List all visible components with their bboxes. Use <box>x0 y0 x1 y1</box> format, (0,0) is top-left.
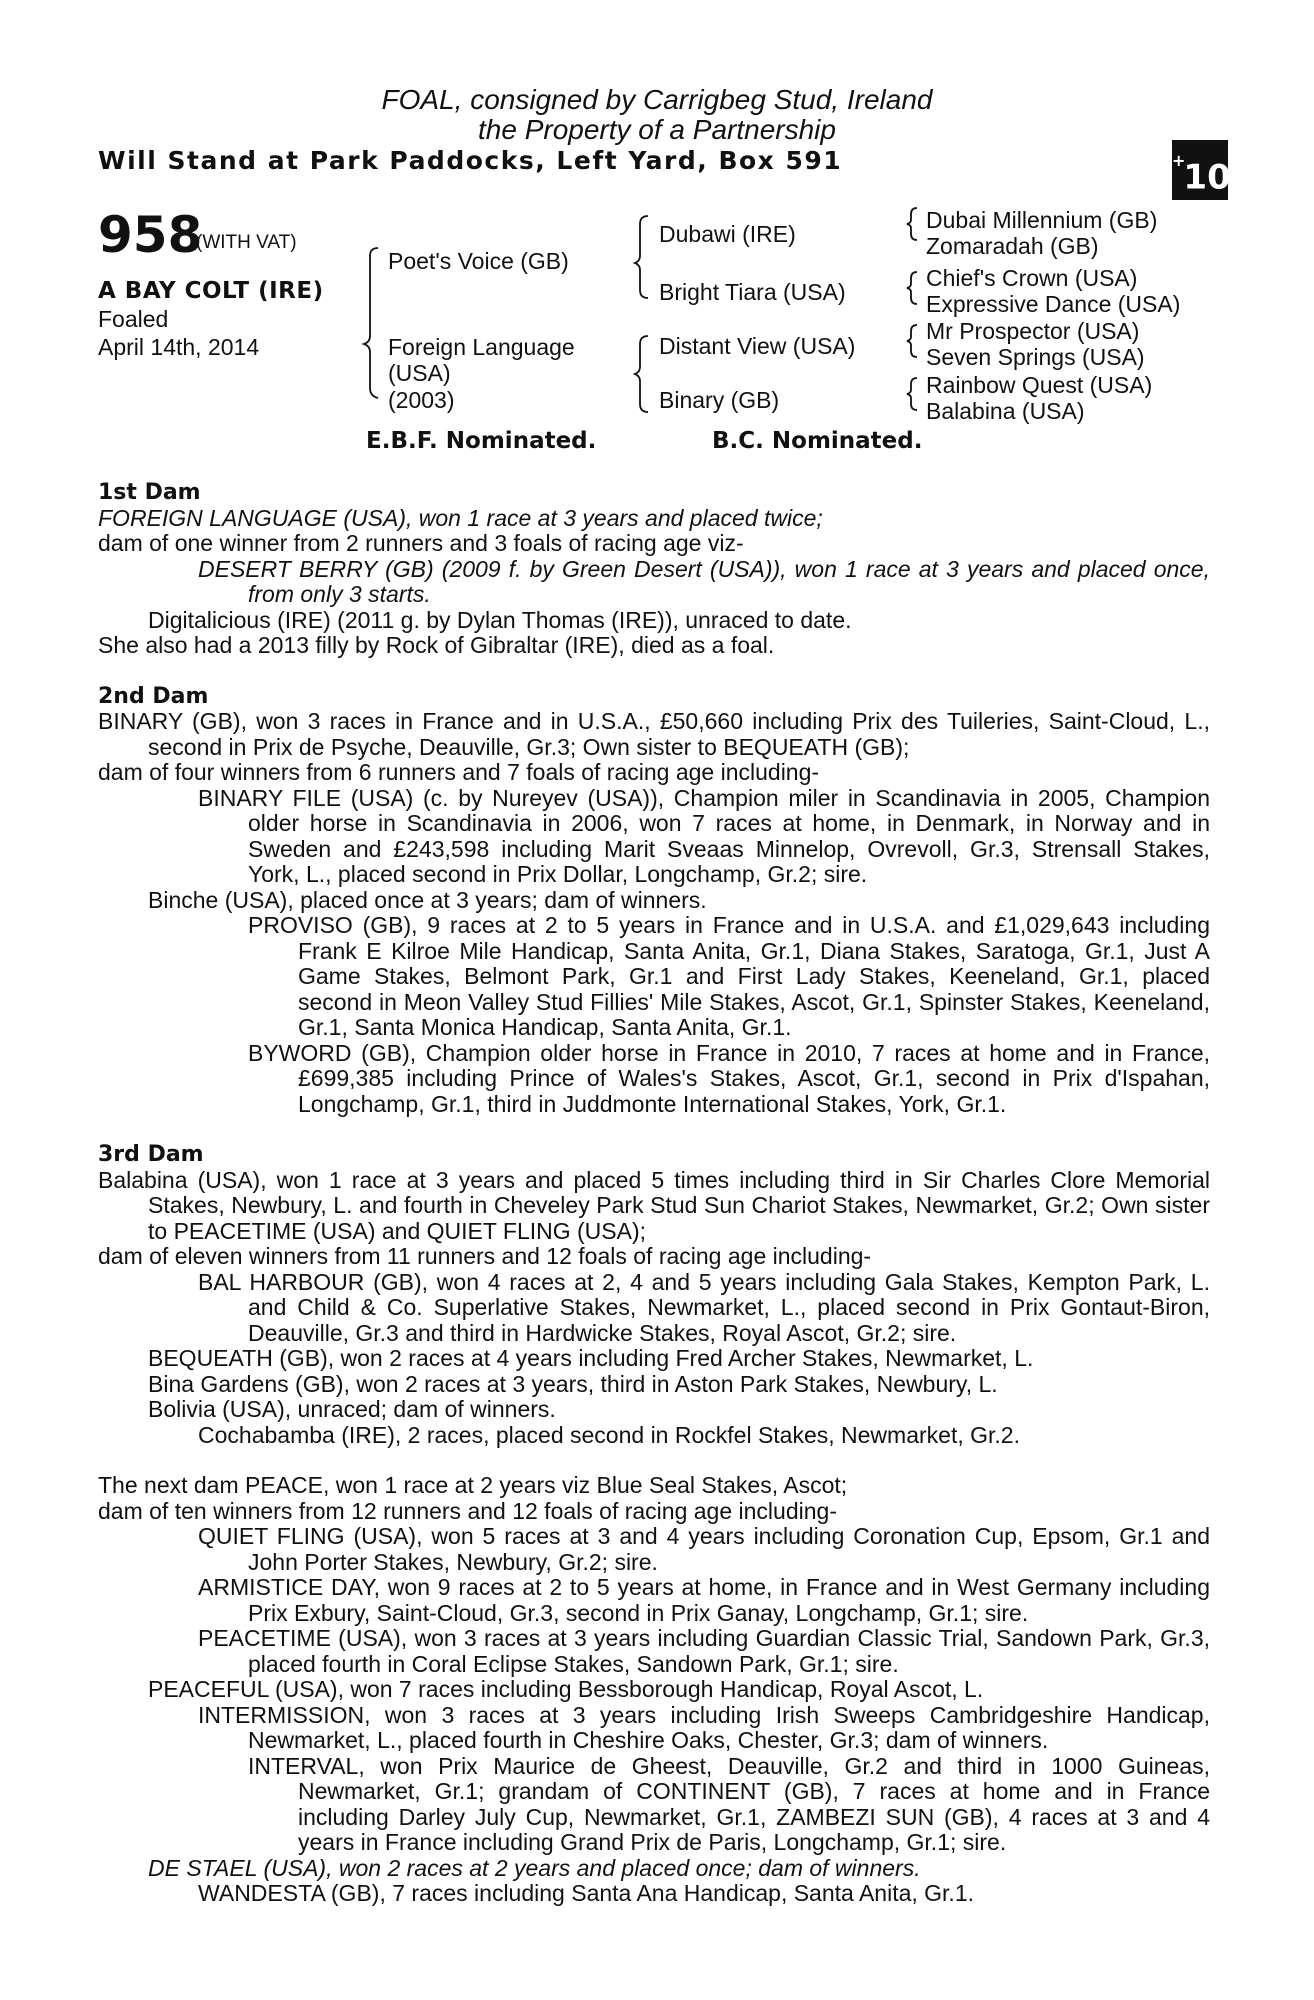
ped-dam-2: (USA) <box>388 360 451 386</box>
brace-sd <box>907 272 917 304</box>
third-dam-line: BAL HARBOUR (GB), won 4 races at 2, 4 and 5 years including Gala Stakes, Kempton Park, L. and Child & Co. Superlative Stakes, Newmarket, L., placed second in Prix Gontaut-Biron, Deauville, Gr.3 and third in Hardwicke Stakes, Royal Ascot, Gr.2; sire. <box>198 1268 1210 1346</box>
ebf-nomination: E.B.F. Nominated. <box>366 428 597 454</box>
brace-ds <box>907 325 917 357</box>
third-dam-line: Bina Gardens (GB), won 2 races at 3 years, third in Aston Park Stakes, Newbury, L. <box>148 1370 998 1397</box>
second-dam-line: BYWORD (GB), Champion older horse in France in 2010, 7 races at home and in France, £699,385 including Prince of Wales's Stakes, Ascot, Gr.1, second in Prix d'Ispahan, Longchamp, Gr.1, third in Juddmonte International Stakes, York, Gr.1. <box>248 1039 1210 1117</box>
second-dam-heading: 2nd Dam <box>98 683 209 709</box>
vat-note: (WITH VAT) <box>196 232 297 253</box>
ped-sire-sire: Dubawi (IRE) <box>659 221 796 247</box>
bc-nomination: B.C. Nominated. <box>712 428 923 454</box>
foaled-label: Foaled <box>98 306 169 332</box>
stand-location: Will Stand at Park Paddocks, Left Yard, Box 591 <box>98 146 843 175</box>
ped-sdd: Expressive Dance (USA) <box>926 291 1181 317</box>
third-dam-line: Balabina (USA), won 1 race at 3 years and placed 5 times including third in Sir Charles Clore Memorial Stakes, Newbury, L. and fourth in Cheveley Park Stud Sun Chariot Stakes, Newmarket, Gr.2; Own sister to PEACETIME (USA) and QUIET FLING (USA); <box>98 1166 1210 1244</box>
first-dam-line: DESERT BERRY (GB) (2009 f. by Green Desert (USA)), won 1 race at 3 years and placed once, from only 3 starts. <box>198 555 1210 607</box>
ped-dsd: Seven Springs (USA) <box>926 344 1145 370</box>
ped-ssd: Zomaradah (GB) <box>926 233 1099 259</box>
next-dam-line: INTERVAL, won Prix Maurice de Gheest, Deauville, Gr.2 and third in 1000 Guineas, Newmarket, Gr.1; grandam of CONTINENT (GB), 7 races at home and in France including Darley July Cup, Newmarket, Gr.1, ZAMBEZI SUN (GB), 4 races at 3 and 4 years in France including Grand Prix de Paris, Longchamp, Gr.1; sire. <box>248 1752 1210 1855</box>
first-dam-heading: 1st Dam <box>98 480 201 505</box>
second-dam-line: dam of four winners from 6 runners and 7 foals of racing age including- <box>98 759 820 785</box>
ped-sire-dam: Bright Tiara (USA) <box>659 279 846 305</box>
brace-dam <box>635 336 648 412</box>
badge-number: 10 <box>1183 157 1231 198</box>
third-dam-line: Bolivia (USA), unraced; dam of winners. <box>148 1396 556 1422</box>
next-dam-line: QUIET FLING (USA), won 5 races at 3 and 4 years including Coronation Cup, Epsom, Gr.1 and John Porter Stakes, Newbury, Gr.2; sire. <box>198 1523 1210 1575</box>
first-dam-line: dam of one winner from 2 runners and 3 foals of racing age viz- <box>98 530 744 556</box>
next-dam-line: The next dam PEACE, won 1 race at 2 years viz Blue Seal Stakes, Ascot; <box>98 1472 848 1498</box>
second-dam-line: BINARY FILE (USA) (c. by Nureyev (USA)), Champion miler in Scandinavia in 2005, Champion older horse in Scandinavia in 2006, won 7 races at home, in Denmark, in Norway and in Sweden and £243,598 including Marit Sveaas Minnelop, Ovrevoll, Gr.3, Strensall Stakes, York, L., placed second in Prix Dollar, Longchamp, Gr.2; sire. <box>198 784 1210 887</box>
second-dam-line: BINARY (GB), won 3 races in France and in U.S.A., £50,660 including Prix des Tuileries, Saint-Cloud, L., second in Prix de Psyche, Deauville, Gr.3; Own sister to BEQUEATH (GB); <box>98 708 1210 760</box>
brace-sire <box>635 216 648 298</box>
lot-number: 958 <box>98 206 203 264</box>
next-dam-line: INTERMISSION, won 3 races at 3 years including Irish Sweeps Cambridgeshire Handicap, Newmarket, L., placed fourth in Cheshire Oaks, Chester, Gr.3; dam of winners. <box>198 1701 1210 1753</box>
foaled-date: April 14th, 2014 <box>98 334 260 360</box>
lot-title: A BAY COLT (IRE) <box>98 278 324 304</box>
ped-dds: Rainbow Quest (USA) <box>926 372 1153 398</box>
ped-dam-1: Foreign Language <box>388 334 575 360</box>
ped-ddd: Balabina (USA) <box>926 398 1085 424</box>
second-dam-line: Binche (USA), placed once at 3 years; dam of winners. <box>148 886 707 913</box>
consignor-line: FOAL, consigned by Carrigbeg Stud, Ireland <box>381 84 933 115</box>
third-dam-line: BEQUEATH (GB), won 2 races at 4 years including Fred Archer Stakes, Newmarket, L. <box>148 1345 1034 1371</box>
ped-sss: Dubai Millennium (GB) <box>926 207 1158 233</box>
next-dam-line: DE STAEL (USA), won 2 races at 2 years and placed once; dam of winners. <box>148 1854 921 1881</box>
third-dam-line: dam of eleven winners from 11 runners and 12 foals of racing age including- <box>98 1243 872 1269</box>
next-dam-line: dam of ten winners from 12 runners and 12 foals of racing age including- <box>98 1497 837 1524</box>
brace-sire-dam <box>364 248 378 398</box>
third-dam-line: Cochabamba (IRE), 2 races, placed second in Rockfel Stakes, Newmarket, Gr.2. <box>198 1421 1020 1448</box>
next-dam-line: PEACEFUL (USA), won 7 races including Bessborough Handicap, Royal Ascot, L. <box>148 1676 984 1702</box>
second-dam-line: PROVISO (GB), 9 races at 2 to 5 years in France and in U.S.A. and £1,029,643 including Frank E Kilroe Mile Handicap, Santa Anita, Gr.1, Diana Stakes, Saratoga, Gr.1, Just A Game Stakes, Belmont Park, Gr.1 and First Lady Stakes, Keeneland, Gr.1, placed second in Meon Valley Stud Fillies' Mile Stakes, Ascot, Gr.1, Spinster Stakes, Keeneland, Gr.1, Santa Monica Handicap, Santa Anita, Gr.1. <box>248 912 1210 1040</box>
first-dam-line: She also had a 2013 filly by Rock of Gibraltar (IRE), died as a foal. <box>98 632 775 658</box>
property-line: the Property of a Partnership <box>478 114 836 145</box>
next-dam-line: PEACETIME (USA), won 3 races at 3 years including Guardian Classic Trial, Sandown Park, Gr.3, placed fourth in Coral Eclipse Stakes, Sandown Park, Gr.1; sire. <box>198 1625 1210 1677</box>
ped-dam-dam: Binary (GB) <box>659 387 780 413</box>
catalogue-body <box>98 480 1210 1907</box>
ped-dam-3: (2003) <box>388 387 455 413</box>
ped-sire: Poet's Voice (GB) <box>388 248 569 274</box>
ped-sds: Chief's Crown (USA) <box>926 265 1138 291</box>
first-dam-line: Digitalicious (IRE) (2011 g. by Dylan Thomas (IRE)), unraced to date. <box>148 606 852 633</box>
third-dam-heading: 3rd Dam <box>98 1142 204 1167</box>
first-dam-line: FOREIGN LANGUAGE (USA), won 1 race at 3 years and placed twice; <box>98 504 823 531</box>
brace-dd <box>907 378 917 410</box>
next-dam-line: ARMISTICE DAY, won 9 races at 2 to 5 years at home, in France and in West Germany including Prix Exbury, Saint-Cloud, Gr.3, second in Prix Ganay, Longchamp, Gr.1; sire. <box>198 1574 1210 1626</box>
brace-ss <box>907 208 917 240</box>
ped-dss: Mr Prospector (USA) <box>926 318 1140 344</box>
ped-dam-sire: Distant View (USA) <box>659 333 856 359</box>
badge-plus: + <box>1172 151 1186 170</box>
next-dam-line: WANDESTA (GB), 7 races including Santa Ana Handicap, Santa Anita, Gr.1. <box>198 1880 975 1906</box>
